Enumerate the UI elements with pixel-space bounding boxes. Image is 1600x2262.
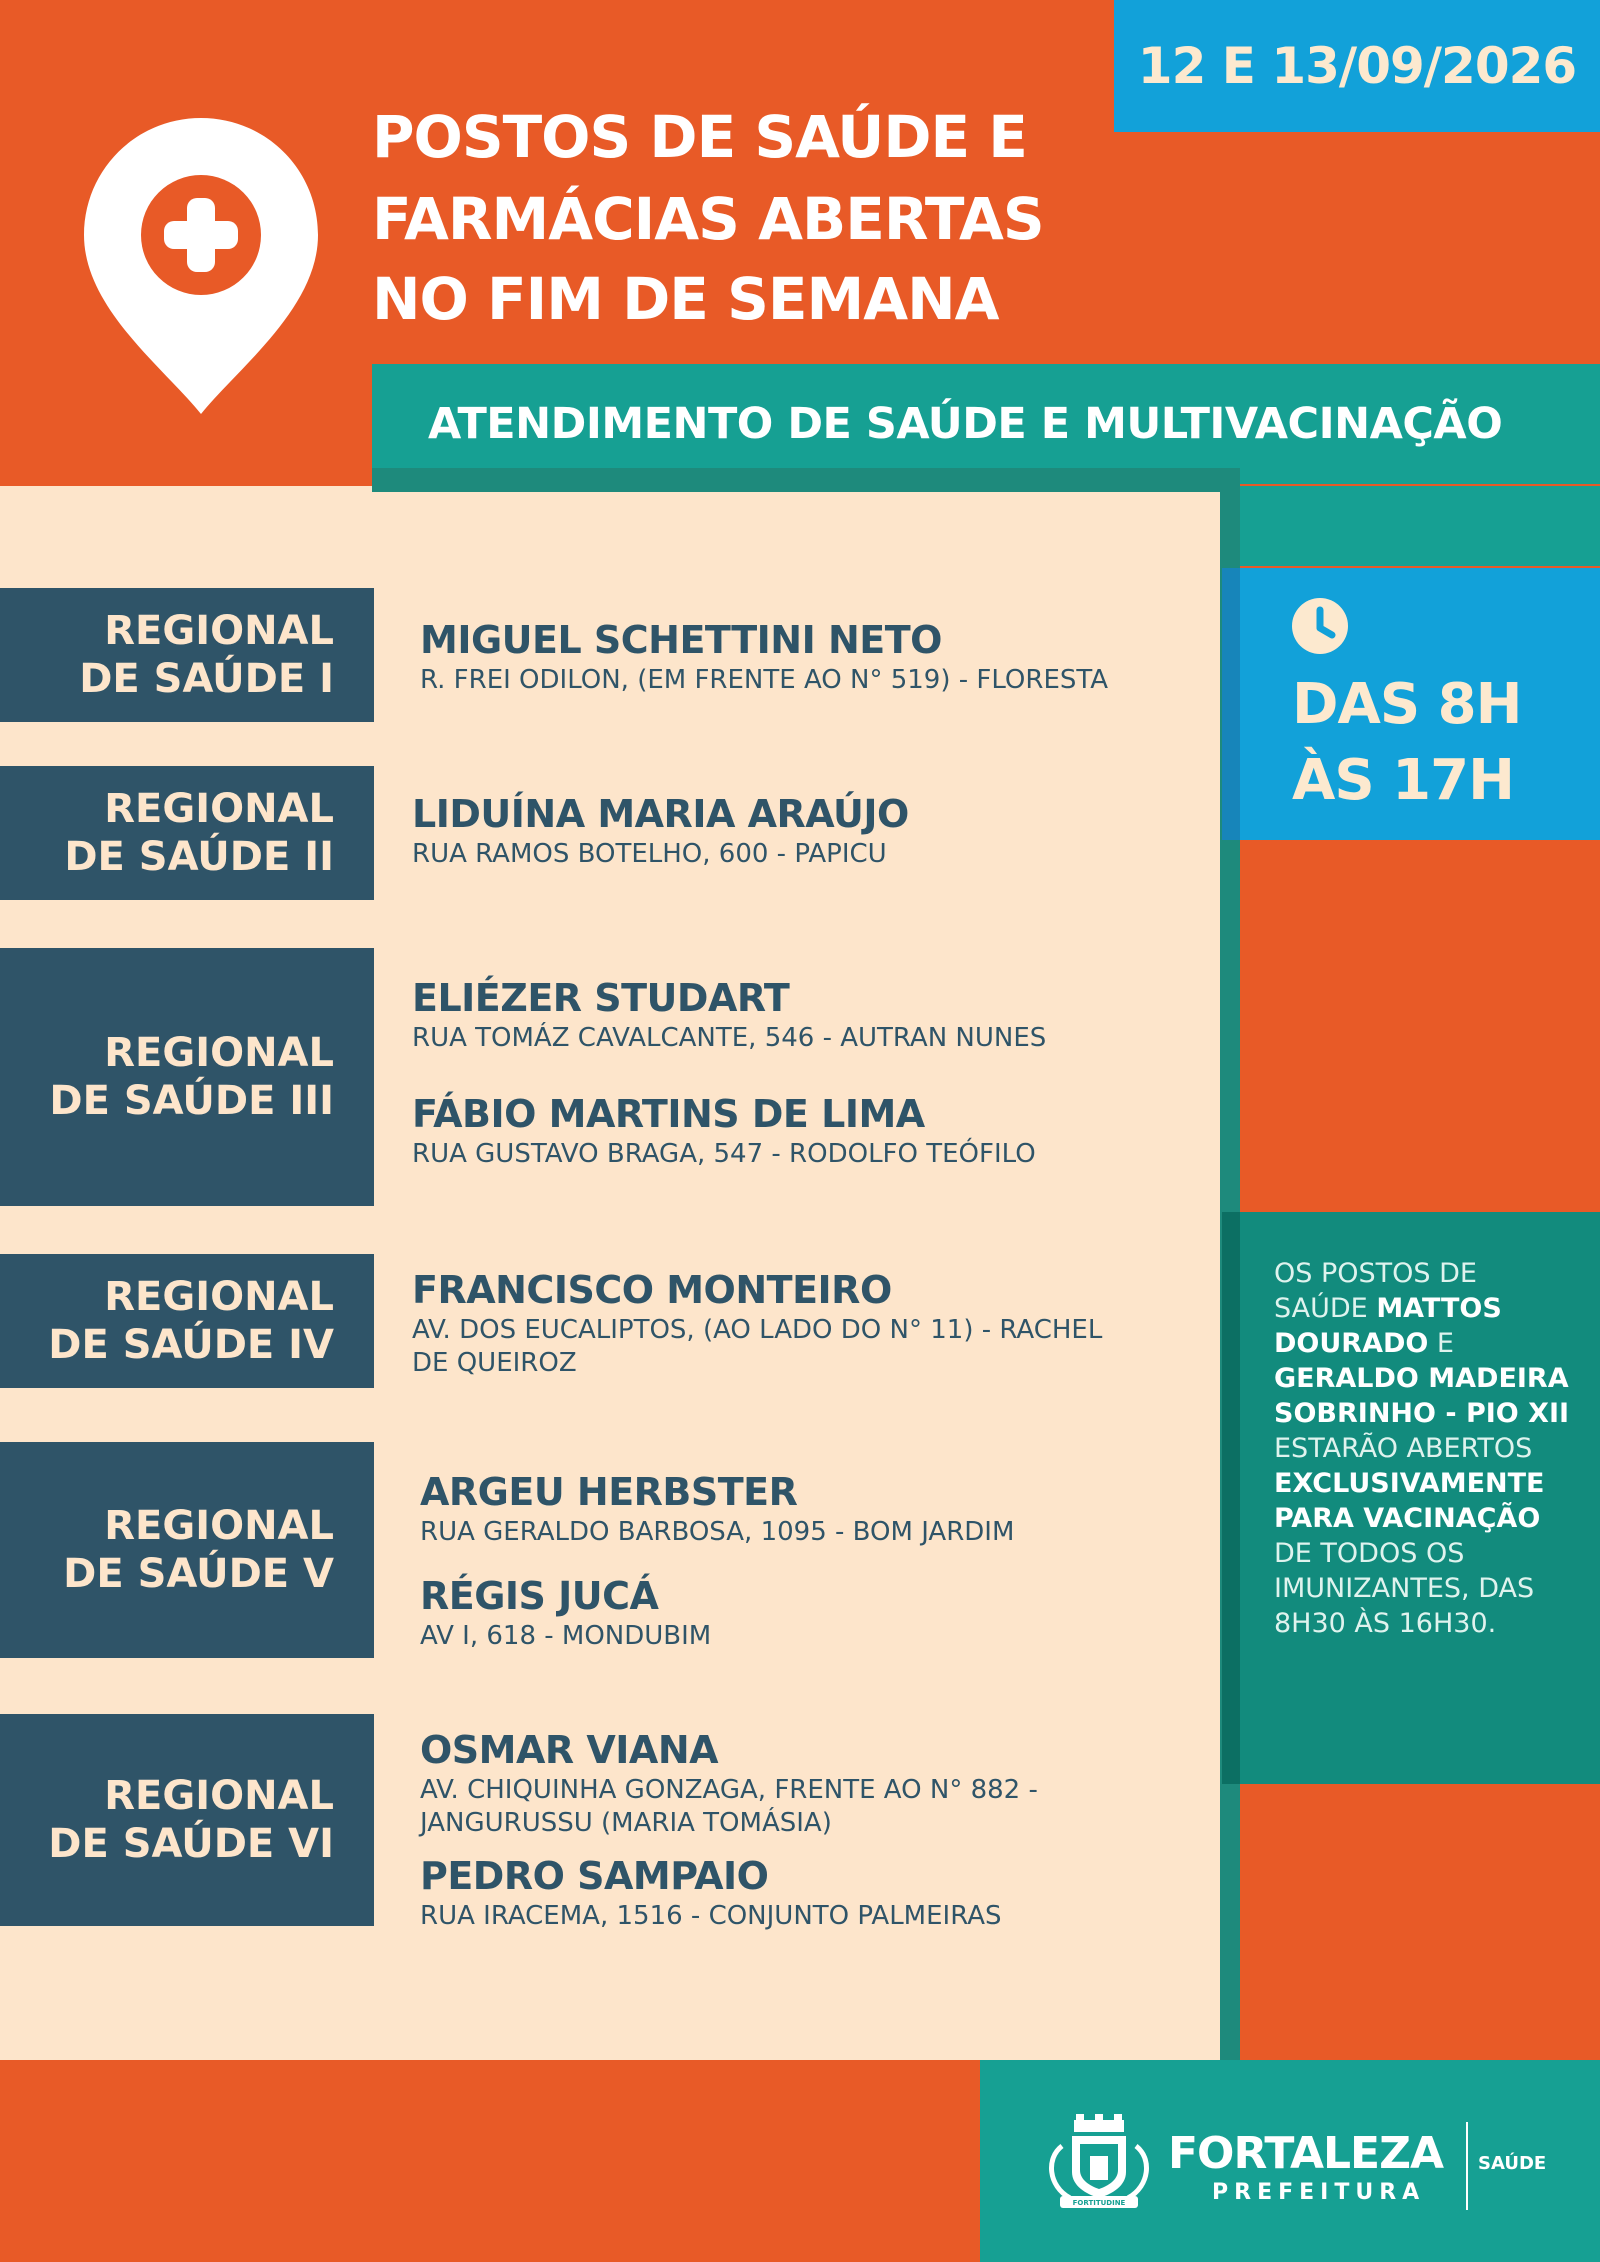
note-highlight-2: GERALDO MADEIRA SOBRINHO - PIO XII <box>1274 1363 1570 1429</box>
site-address: R. FREI ODILON, (EM FRENTE AO N° 519) - FLORESTA <box>420 665 1109 695</box>
emblem-motto: FORTITUDINE <box>1072 2199 1126 2207</box>
site-name: ELIÉZER STUDART <box>412 976 790 1020</box>
regional-label-line1: REGIONAL <box>104 1773 334 1819</box>
hours-to: ÀS 17H <box>1292 748 1514 813</box>
clock-icon <box>1292 598 1348 654</box>
city-emblem-icon <box>1040 2106 1158 2210</box>
site-address: AV. DOS EUCALIPTOS, (AO LADO DO N° 11) - RACHEL DE QUEIROZ <box>412 1315 1103 1378</box>
site-address: RUA IRACEMA, 1516 - CONJUNTO PALMEIRAS <box>420 1901 1002 1931</box>
regional-label-6 <box>0 1714 374 1926</box>
title-line-1: POSTOS DE SAÚDE E <box>372 103 1027 171</box>
regional-label-3 <box>0 948 374 1206</box>
regional-label-line1: REGIONAL <box>104 1503 334 1549</box>
note-text-3: ESTARÃO ABERTOS <box>1274 1433 1533 1464</box>
regional-label-line2: DE SAÚDE V <box>63 1551 334 1597</box>
site-address: RUA GERALDO BARBOSA, 1095 - BOM JARDIM <box>420 1517 1015 1547</box>
site-address: RUA GUSTAVO BRAGA, 547 - RODOLFO TEÓFILO <box>412 1139 1036 1169</box>
regional-label-2 <box>0 766 374 900</box>
title-line-2: FARMÁCIAS ABERTAS <box>372 185 1044 253</box>
title-line-3: NO FIM DE SEMANA <box>372 265 999 333</box>
logo-divider <box>1466 2122 1468 2210</box>
site-name: FÁBIO MARTINS DE LIMA <box>412 1092 925 1136</box>
site-address: RUA TOMÁZ CAVALCANTE, 546 - AUTRAN NUNES <box>412 1023 1047 1053</box>
hours-from: DAS 8H <box>1292 672 1522 737</box>
regional-label-line1: REGIONAL <box>104 786 334 832</box>
site-address: RUA RAMOS BOTELHO, 600 - PAPICU <box>412 839 887 869</box>
note-text-4: DE TODOS OS IMUNIZANTES, DAS 8H30 ÀS 16H30. <box>1274 1538 1535 1639</box>
note-text-2: E <box>1428 1328 1454 1359</box>
regional-label-line2: DE SAÚDE VI <box>48 1821 334 1867</box>
subtitle-banner: ATENDIMENTO DE SAÚDE E MULTIVACINAÇÃO <box>372 364 1600 484</box>
regional-label-4 <box>0 1254 374 1388</box>
regional-label-line1: REGIONAL <box>104 1274 334 1320</box>
logo-subtitle: PREFEITURA <box>1212 2180 1426 2205</box>
site-address: AV I, 618 - MONDUBIM <box>420 1621 712 1651</box>
subtitle-shadow-stripe <box>372 468 1240 492</box>
regional-label-line1: REGIONAL <box>104 608 334 654</box>
regional-label-line2: DE SAÚDE II <box>64 834 334 880</box>
hours-box-edge <box>1222 568 1240 840</box>
site-name: PEDRO SAMPAIO <box>420 1854 769 1898</box>
site-name: FRANCISCO MONTEIRO <box>412 1268 892 1312</box>
note-box-edge <box>1222 1212 1240 1784</box>
logo-name: FORTALEZA <box>1168 2128 1444 2179</box>
event-date: 12 E 13/09/2026 <box>1114 0 1600 132</box>
logo-department: SAÚDE <box>1478 2153 1547 2174</box>
regional-label-line2: DE SAÚDE IV <box>48 1322 334 1368</box>
note-highlight-1: MATTOS DOURADO <box>1274 1293 1502 1359</box>
regional-label-5 <box>0 1442 374 1658</box>
subtitle-band-extension <box>1240 486 1600 566</box>
regional-label-1 <box>0 588 374 722</box>
site-name: LIDUÍNA MARIA ARAÚJO <box>412 792 909 836</box>
note-text-1: OS POSTOS DE SAÚDE <box>1274 1258 1477 1324</box>
map-pin-plus-icon <box>84 118 318 414</box>
site-address: AV. CHIQUINHA GONZAGA, FRENTE AO N° 882 - JANGURUSSU (MARIA TOMÁSIA) <box>420 1775 1038 1838</box>
site-name: RÉGIS JUCÁ <box>420 1574 659 1618</box>
note-highlight-3: EXCLUSIVAMENTE PARA VACINAÇÃO <box>1274 1468 1545 1534</box>
site-name: MIGUEL SCHETTINI NETO <box>420 618 942 662</box>
regional-label-line1: REGIONAL <box>104 1030 334 1076</box>
regional-label-line2: DE SAÚDE I <box>79 656 334 702</box>
site-name: ARGEU HERBSTER <box>420 1470 798 1514</box>
vaccination-note <box>1274 1256 1574 1641</box>
site-name: OSMAR VIANA <box>420 1728 719 1772</box>
regional-label-line2: DE SAÚDE III <box>49 1078 334 1124</box>
